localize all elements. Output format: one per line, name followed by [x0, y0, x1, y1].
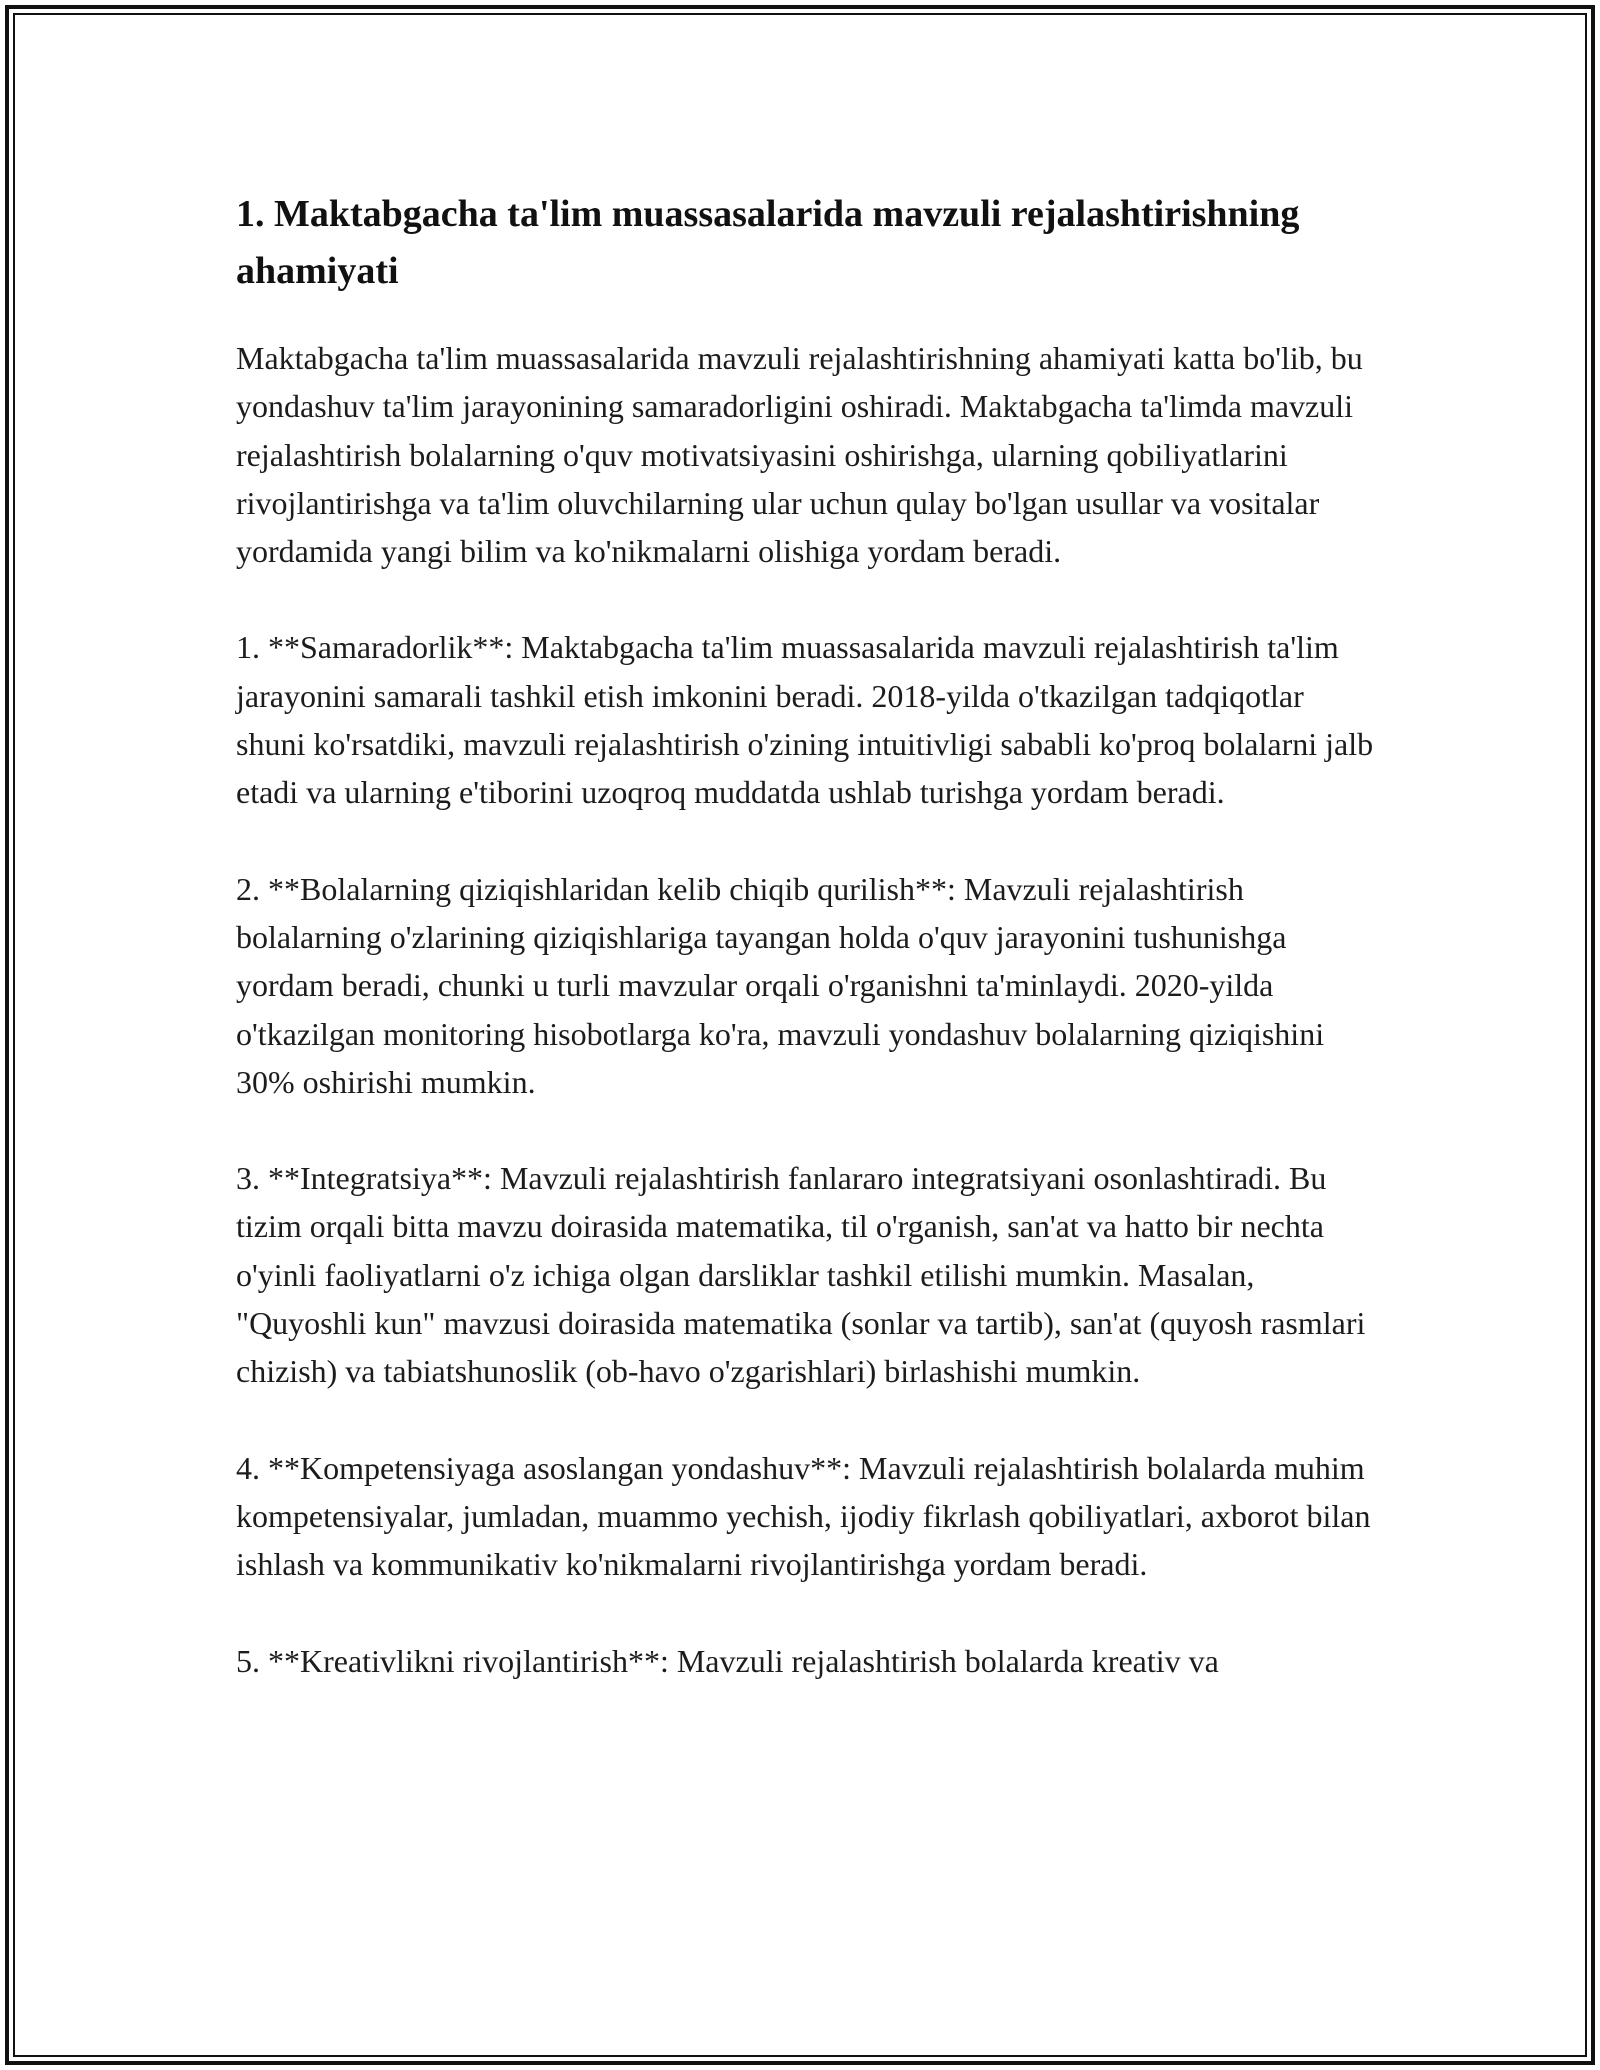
intro-paragraph: Maktabgacha ta'lim muassasalarida mavzuli rejalashtirishning ahamiyati katta bo'lib, bu yondashuv ta'lim jarayonining samaradorligini oshiradi. Maktabgacha ta'limda mavzuli rejalashtirish bolalarning o'quv motivatsiyasini oshirishga, ularning qobiliyatlarini rivojlantirishga va ta'lim oluvchilarning ular uchun qulay bo'lgan usullar va vositalar yordamida yangi bilim va ko'nikmalarni olishiga yordam beradi.	[236, 340, 1363, 570]
document-body	[236, 186, 1376, 1733]
list-item-kreativlik: 5. **Kreativlikni rivojlantirish**: Mavzuli rejalashtirish bolalarda kreativ va	[236, 1642, 1219, 1679]
list-item-kompetensiya: 4. **Kompetensiyaga asoslangan yondashuv**: Mavzuli rejalashtirish bolalarda muhim kompetensiyalar, jumladan, muammo yechish, ijodiy fikrlash qobiliyatlari, axborot bilan ishlash va kommunikativ ko'nikmalarni rivojlantirishga yordam beradi.	[236, 1449, 1371, 1583]
list-item-samaradorlik: 1. **Samaradorlik**: Maktabgacha ta'lim muassasalarida mavzuli rejalashtirish ta'lim jarayonini samarali tashkil etish imkonini beradi. 2018-yilda o'tkazilgan tadqiqotlar shuni ko'rsatdiki, mavzuli rejalashtirish o'zining intuitivligi sababli ko'proq bolalarni jalb etadi va ularning e'tiborini uzoqroq muddatda ushlab turishga yordam beradi.	[236, 629, 1374, 811]
list-item-integratsiya: 3. **Integratsiya**: Mavzuli rejalashtirish fanlararo integratsiyani osonlashtiradi. Bu tizim orqali bitta mavzu doirasida matematika, til o'rganish, san'at va hatto bir nechta o'yinli faoliyatlarni o'z ichiga olgan darsliklar tashkil etilishi mumkin. Masalan, "Quyoshli kun" mavzusi doirasida matematika (sonlar va tartib), san'at (quyosh rasmlari chizish) va tabiatshunoslik (ob-havo o'zgarishlari) birlashishi mumkin.	[236, 1160, 1366, 1390]
list-item-qiziqishlar: 2. **Bolalarning qiziqishlaridan kelib chiqib qurilish**: Mavzuli rejalashtirish bolalarning o'zlarining qiziqishlariga tayangan holda o'quv jarayonini tushunishga yordam beradi, chunki u turli mavzular orqali o'rganishni ta'minlaydi. 2020-yilda o'tkazilgan monitoring hisobotlarga ko'ra, mavzuli yondashuv bolalarning qiziqishini 30% oshirishi mumkin.	[236, 870, 1325, 1100]
document-title: 1. Maktabgacha ta'lim muassasalarida mavzuli rejalashtirishning ahamiyati	[236, 193, 1300, 292]
